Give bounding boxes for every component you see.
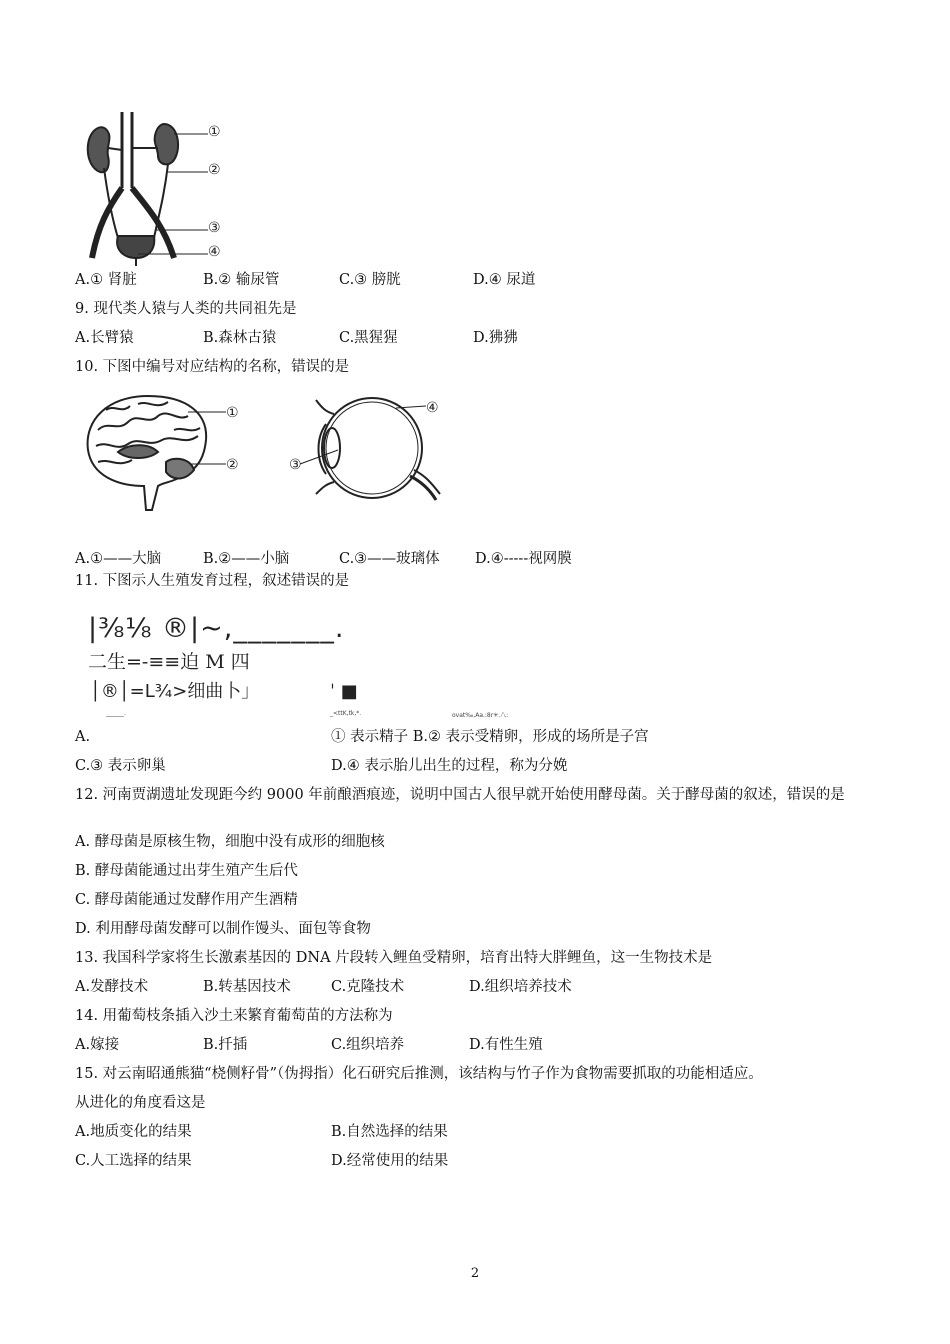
q11-garbled-row-1: |⅜⅛ ®|~,_______.: [88, 613, 345, 644]
q10-option-c[interactable]: C.③——玻璃体: [339, 551, 440, 567]
q15-option-a[interactable]: A.地质变化的结果: [75, 1124, 192, 1140]
q11-option-a[interactable]: A.: [75, 729, 91, 745]
q14-option-a[interactable]: A.嫁接: [75, 1037, 120, 1053]
q14-option-c[interactable]: C.组织培养: [331, 1037, 405, 1053]
q13-option-b[interactable]: B.转基因技术: [203, 979, 291, 995]
q9-option-a[interactable]: A.长臂猿: [75, 330, 134, 346]
eye-label-4: ④: [426, 400, 439, 416]
eye-label-3: ③: [289, 457, 302, 473]
q15-option-b[interactable]: B.自然选择的结果: [331, 1124, 448, 1140]
q12-option-a[interactable]: A. 酵母菌是原核生物，细胞中没有成形的细胞核: [75, 834, 385, 850]
q11-option-c[interactable]: C.③ 表示卵巢: [75, 758, 166, 774]
urinary-label-3: ③: [208, 220, 221, 236]
q9-option-b[interactable]: B.森林古猿: [203, 330, 277, 346]
q10-option-b[interactable]: B.②——小脑: [203, 551, 290, 567]
q8-option-b[interactable]: B.② 输尿管: [203, 272, 280, 288]
q8-option-a[interactable]: A.① 肾脏: [75, 272, 137, 288]
brain-figure: [78, 390, 238, 520]
q11-garbled-row-2: 二生=-≡≡迫 M 四: [88, 651, 250, 673]
brain-label-1: ①: [226, 405, 239, 421]
q11-tiny-text-1: ______.: [106, 710, 126, 717]
urinary-label-2: ②: [208, 162, 221, 178]
q11-option-d[interactable]: D.④ 表示胎儿出生的过程，称为分娩: [331, 758, 568, 774]
brain-drawing: [88, 396, 226, 510]
urinary-label-1: ①: [208, 124, 221, 140]
q14-stem: 14. 用葡萄枝条插入沙土来繁育葡萄苗的方法称为: [75, 1008, 393, 1024]
q13-option-d[interactable]: D.组织培养技术: [469, 979, 572, 995]
q12-option-b[interactable]: B. 酵母菌能通过出芽生殖产生后代: [75, 863, 298, 879]
q12-option-d[interactable]: D. 利用酵母菌发酵可以制作馒头、面包等食物: [75, 921, 371, 937]
q11-stem: 11. 下图示人生殖发育过程，叙述错误的是: [75, 573, 350, 589]
eye-drawing: [300, 398, 440, 500]
q14-option-b[interactable]: B.扦插: [203, 1037, 248, 1053]
q11-garbled-row-3: │®│=L¾>细曲卜」: [90, 681, 260, 702]
q9-option-d[interactable]: D.狒狒: [473, 330, 518, 346]
q11-tiny-text-3: ovat‰,Aa.:8r✳.八:: [452, 712, 509, 719]
q11-option-b[interactable]: ① 表示精子 B.② 表示受精卵，形成的场所是子宫: [331, 729, 649, 745]
urinary-label-4: ④: [208, 244, 221, 260]
q15-option-d[interactable]: D.经常使用的结果: [331, 1153, 449, 1169]
q14-option-d[interactable]: D.有性生殖: [469, 1037, 543, 1053]
brain-label-2: ②: [226, 457, 239, 473]
q10-option-d[interactable]: D.④-----视网膜: [475, 551, 572, 567]
q12-stem: 12. 河南贾湖遗址发现距今约 9000 年前酿酒痕迹，说明中国古人很早就开始使用酵母菌。关于酵母菌的叙述，错误的是: [75, 787, 845, 803]
q9-stem: 9. 现代类人猿与人类的共同祖先是: [75, 301, 297, 317]
eye-figure: [286, 390, 446, 510]
q13-stem: 13. 我国科学家将生长激素基因的 DNA 片段转入鲤鱼受精卵，培育出特大胖鲤鱼，这一生物技术是: [75, 950, 713, 966]
q15-stem-continued: 从进化的角度看这是: [75, 1095, 206, 1111]
q11-garbled-row-3b: ˈ ■: [330, 681, 358, 702]
q12-option-c[interactable]: C. 酵母菌能通过发酵作用产生酒精: [75, 892, 298, 908]
q13-option-a[interactable]: A.发酵技术: [75, 979, 149, 995]
urinary-system-drawing: [88, 112, 208, 266]
q10-stem: 10. 下图中编号对应结构的名称，错误的是: [75, 359, 350, 375]
q8-option-d[interactable]: D.④ 尿道: [473, 272, 536, 288]
q15-stem: 15. 对云南昭通熊猫“桡侧籽骨”（伪拇指）化石研究后推测，该结构与竹子作为食物需要抓取的功能相适应。: [75, 1066, 763, 1082]
q8-option-c[interactable]: C.③ 膀胱: [339, 272, 401, 288]
q9-option-c[interactable]: C.黑猩猩: [339, 330, 398, 346]
q11-tiny-text-2: _<ttK,tk,*.: [330, 710, 362, 717]
page-number: 2: [470, 1266, 480, 1281]
q13-option-c[interactable]: C.克隆技术: [331, 979, 405, 995]
q15-option-c[interactable]: C.人工选择的结果: [75, 1153, 192, 1169]
q10-option-a[interactable]: A.①——大脑: [75, 551, 162, 567]
